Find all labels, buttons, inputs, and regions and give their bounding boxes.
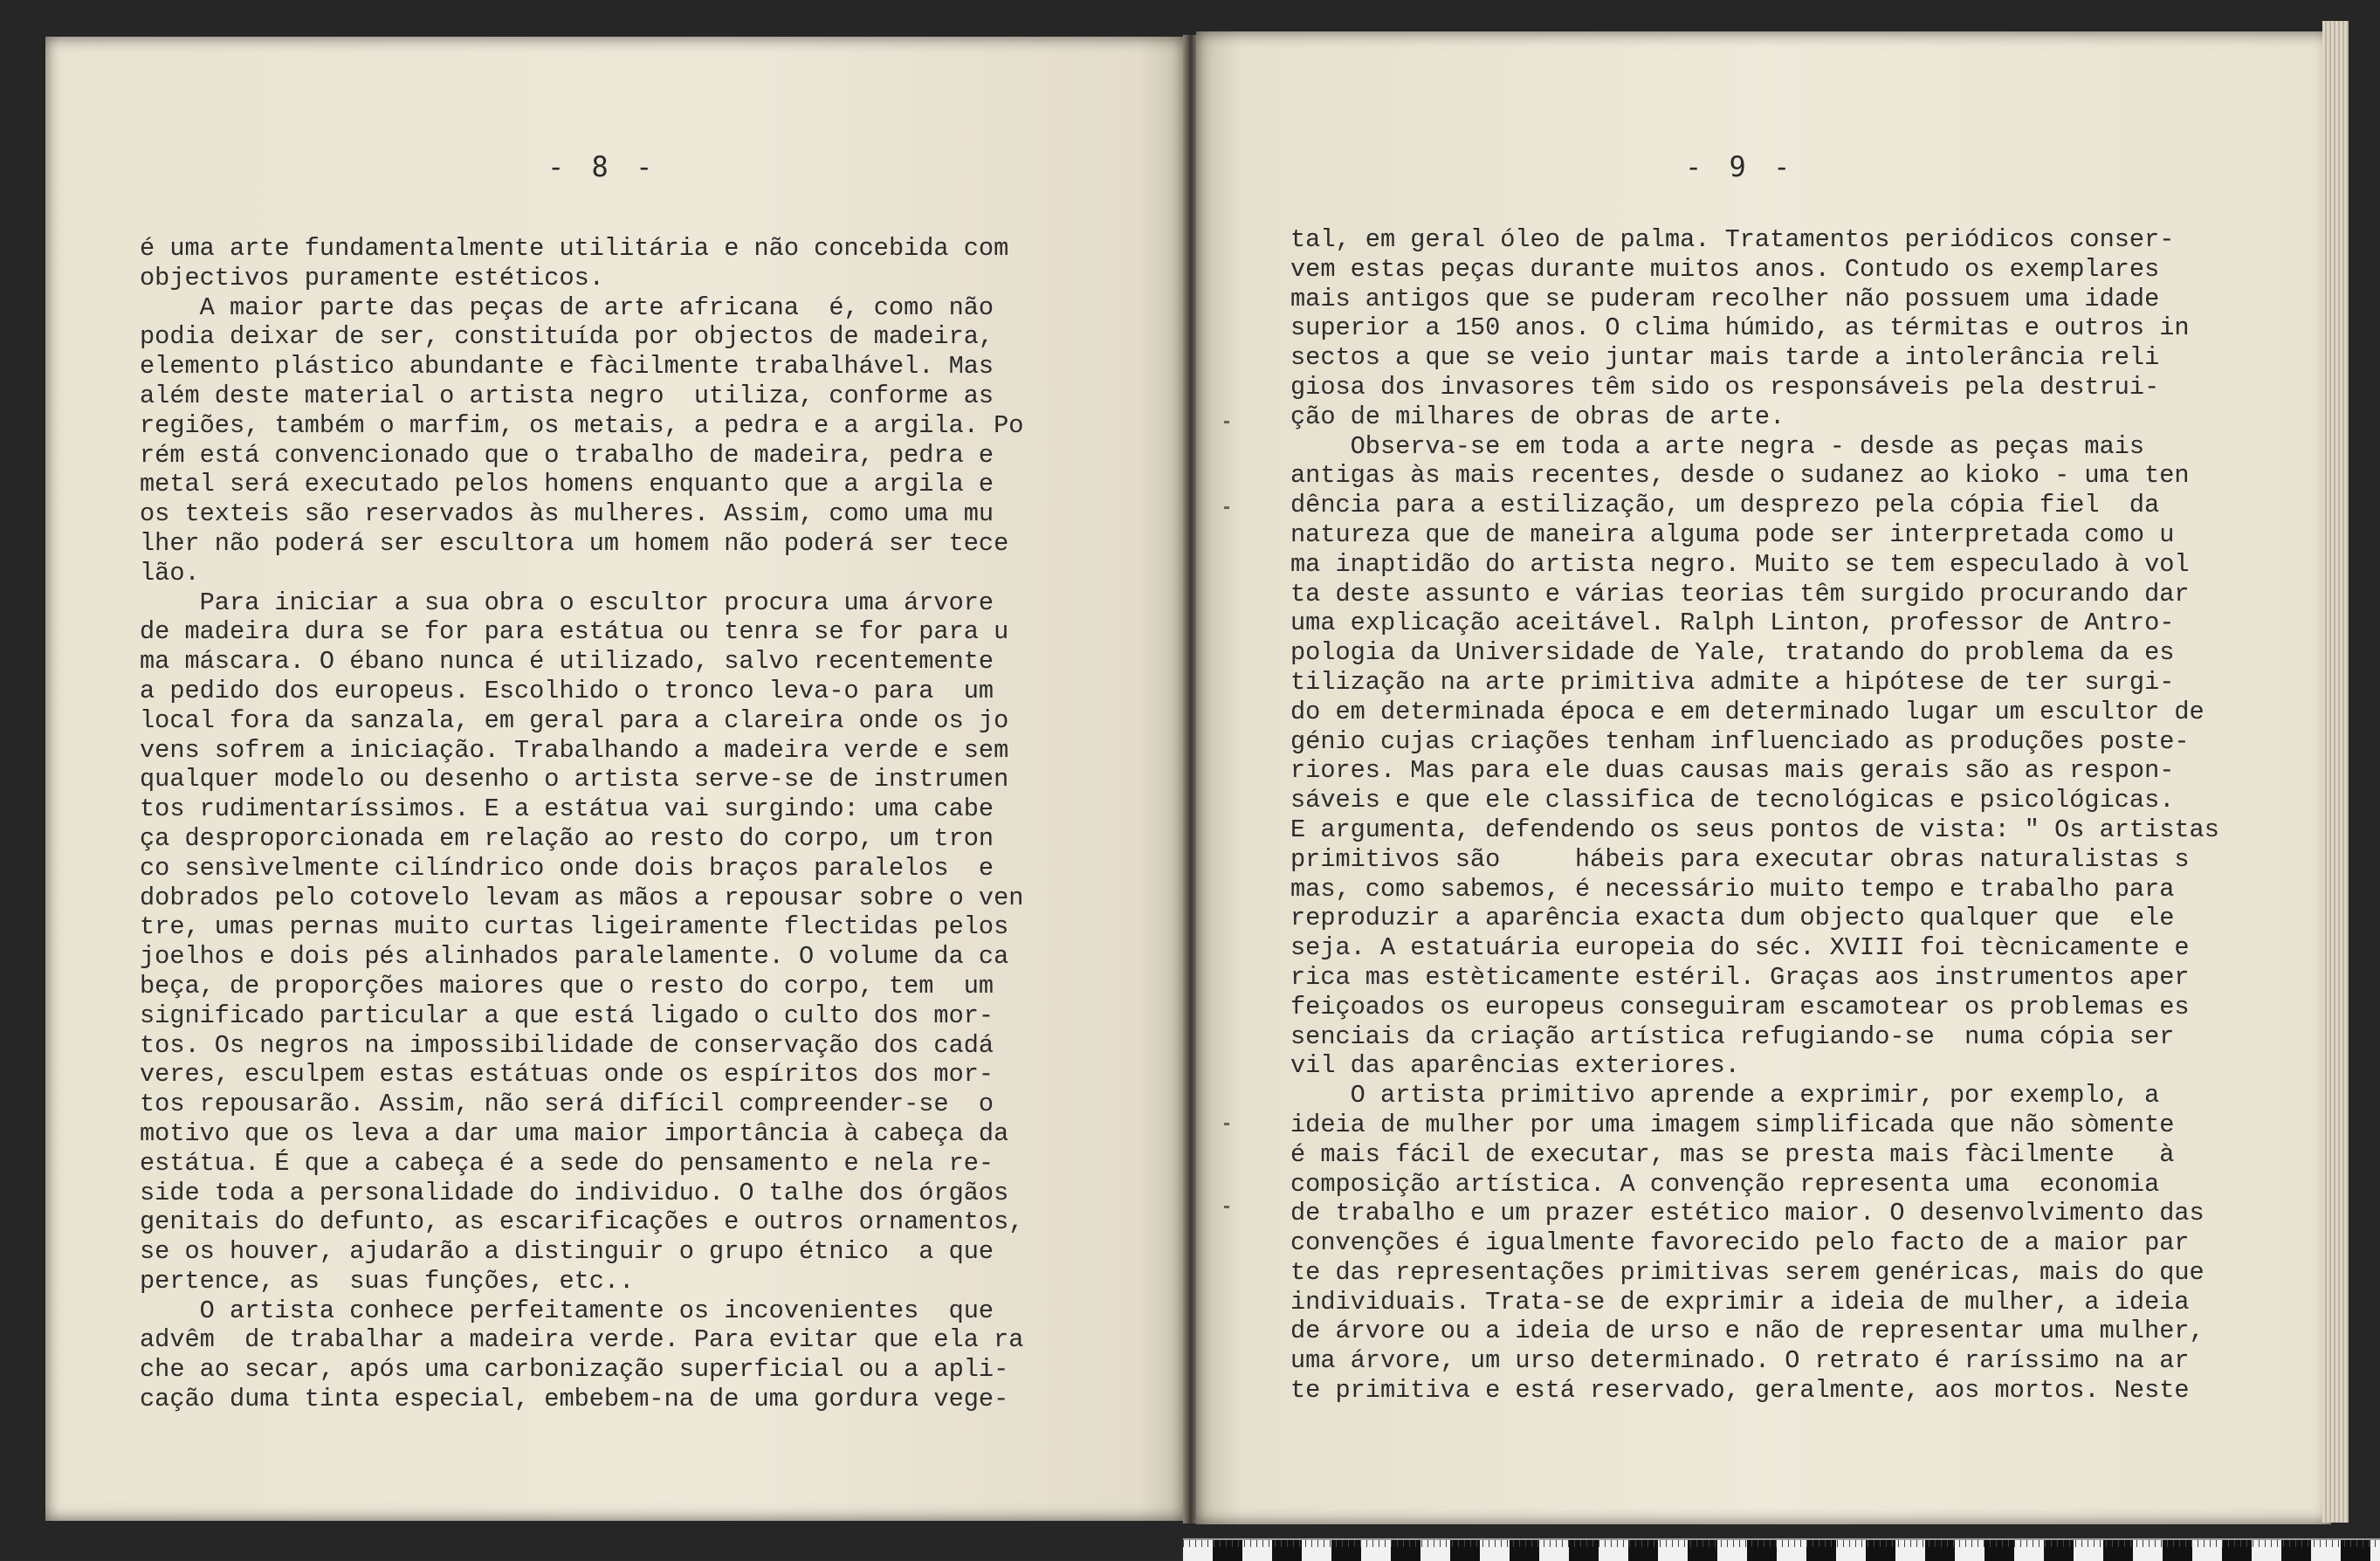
text-line: te das representações primitivas serem genéricas, mais do que [1290,1257,2205,1287]
text-line: é mais fácil de executar, mas se presta mais fàcilmente à [1290,1139,2175,1169]
text-line: E argumenta, defendendo os seus pontos de vista: " Os artistas [1290,815,2219,844]
text-line: tilização na arte primitiva admite a hipótese de ter surgi- [1290,667,2175,697]
text-line: composição artística. A convenção representa uma economia [1290,1169,2160,1199]
text-line: tos. Os negros na impossibilidade de conservação dos cadá [140,1030,994,1060]
text-line: é uma arte fundamentalmente utilitária e não concebida com [140,234,1009,263]
text-line: primitivos são hábeis para executar obras naturalistas s [1290,844,2190,874]
text-line: se os houver, ajudarão a distinguir o grupo étnico a que [140,1237,994,1267]
text-line: de madeira dura se for para estátua ou tenra se for para u [140,617,1009,647]
text-line: side toda a personalidade do individuo. O talhe dos órgãos [140,1178,1009,1207]
text-line: de árvore ou a ideia de urso e não de representar uma mulher, [1290,1317,2205,1346]
text-line: antigas às mais recentes, desde o sudanez ao kioko - uma ten [1290,461,2190,491]
left-page [45,37,1185,1521]
text-line: de trabalho e um prazer estético maior. O desenvolvimento das [1290,1199,2205,1228]
text-line: seja. A estatuária europeia do séc. XVIII foi tècnicamente e [1290,933,2190,963]
right-page [1196,31,2331,1524]
text-line: dobrados pelo cotovelo levam as mãos a repousar sobre o ven [140,883,1024,912]
margin-mark [1224,506,1229,509]
text-line: advêm de trabalhar a madeira verde. Para evitar que ela ra [140,1325,1024,1355]
text-line: natureza que de maneira alguma pode ser interpretada como u [1290,519,2175,549]
text-line: tos rudimentaríssimos. E a estátua vai surgindo: uma cabe [140,794,994,824]
text-line: regiões, também o marfim, os metais, a pedra e a argila. Po [140,410,1024,440]
text-line: vil das aparências exteriores. [1290,1051,1740,1081]
text-line: O artista conhece perfeitamente os incovenientes que [140,1296,994,1325]
text-line: genitais do defunto, as escarificações e outros ornamentos, [140,1207,1024,1237]
margin-mark [1224,1123,1229,1125]
text-line: lão. [140,558,200,588]
text-line: motivo que os leva a dar uma maior importância à cabeça da [140,1118,1009,1148]
text-line: pertence, as suas funções, etc.. [140,1266,635,1296]
text-line: ma máscara. O ébano nunca é utilizado, salvo recentemente [140,647,994,677]
text-line: elemento plástico abundante e fàcilmente trabalhável. Mas [140,352,994,382]
margin-mark [1224,1206,1229,1208]
text-line: rém está convencionado que o trabalho de madeira, pedra e [140,440,994,470]
text-line: do em determinada época e em determinado lugar um escultor de [1290,697,2205,726]
text-line: metal será executado pelos homens enquanto que a argila e [140,470,994,499]
text-line: Para iniciar a sua obra o escultor procura uma árvore [140,588,994,617]
text-line: estátua. É que a cabeça é a sede do pensamento e nela re- [140,1148,994,1178]
text-line: joelhos e dois pés alinhados paralelamente. O volume da ca [140,942,1009,972]
text-line: uma explicação aceitável. Ralph Linton, professor de Antro- [1290,609,2175,638]
text-line: te primitiva e está reservado, geralmente, aos mortos. Neste [1290,1376,2190,1406]
text-line: beça, de proporções maiores que o resto do corpo, tem um [140,971,994,1001]
page-number-left: - 8 - [547,150,658,183]
text-line: co sensìvelmente cilíndrico onde dois braços paralelos e [140,853,994,883]
text-line: vens sofrem a iniciação. Trabalhando a madeira verde e sem [140,735,1009,765]
text-line: podia deixar de ser, constituída por objectos de madeira, [140,322,994,352]
page-stack-edge [2322,21,2349,1523]
text-line: superior a 150 anos. O clima húmido, as térmitas e outros in [1290,313,2190,343]
text-line: A maior parte das peças de arte africana é, como não [140,292,994,322]
page-number-right: - 9 - [1685,150,1796,183]
text-line: génio cujas criações tenham influenciado as produções poste- [1290,726,2190,756]
text-line: sáveis e que ele classifica de tecnológicas e psicológicas. [1290,786,2175,815]
text-line: tos repousarão. Assim, não será difícil compreender-se o [140,1090,994,1119]
text-line: além deste material o artista negro utiliza, conforme as [140,381,994,410]
text-line: qualquer modelo ou desenho o artista serve-se de instrumen [140,765,1009,794]
text-line: mais antigos que se puderam recolher não possuem uma idade [1290,284,2160,313]
text-line: lher não poderá ser escultora um homem não poderá ser tece [140,528,1009,558]
text-line: ção de milhares de obras de arte. [1290,402,1785,431]
text-line: local fora da sanzala, em geral para a clareira onde os jo [140,705,1009,735]
text-line: objectivos puramente estéticos. [140,263,604,292]
text-line: significado particular a que está ligado o culto dos mor- [140,1001,994,1030]
text-line: convenções é igualmente favorecido pelo facto de a maior par [1290,1228,2190,1258]
text-line: uma árvore, um urso determinado. O retrato é raríssimo na ar [1290,1346,2190,1376]
text-line: O artista primitivo aprende a exprimir, por exemplo, a [1290,1081,2160,1111]
text-line: os texteis são reservados às mulheres. Assim, como uma mu [140,499,994,529]
text-line: mas, como sabemos, é necessário muito tempo e trabalho para [1290,874,2175,904]
text-line: pologia da Universidade de Yale, tratando do problema da es [1290,638,2175,668]
scale-ruler [1183,1538,2380,1561]
right-page-text [1290,225,2219,1406]
text-line: tal, em geral óleo de palma. Tratamentos periódicos conser- [1290,225,2175,254]
text-line: a pedido dos europeus. Escolhido o tronco leva-o para um [140,676,994,705]
text-line: senciais da criação artística refugiando-se numa cópia ser [1290,1021,2175,1051]
margin-mark [1224,421,1229,423]
text-line: tre, umas pernas muito curtas ligeiramente flectidas pelos [140,912,1009,942]
left-page-text [140,234,1023,1414]
text-line: dência para a estilização, um desprezo pela cópia fiel da [1290,491,2160,520]
text-line: feiçoados os europeus conseguiram escamotear os problemas es [1290,992,2190,1021]
text-line: che ao secar, após uma carbonização superficial ou a apli- [140,1355,1009,1385]
text-line: reproduzir a aparência exacta dum objecto qualquer que ele [1290,904,2175,933]
text-line: cação duma tinta especial, embebem-na de uma gordura vege- [140,1385,1009,1414]
text-line: veres, esculpem estas estátuas onde os espíritos dos mor- [140,1060,994,1090]
text-line: rica mas estèticamente estéril. Graças aos instrumentos aper [1290,962,2190,992]
text-line: giosa dos invasores têm sido os responsáveis pela destrui- [1290,372,2160,402]
text-line: Observa-se em toda a arte negra - desde as peças mais [1290,431,2145,461]
text-line: ideia de mulher por uma imagem simplificada que não sòmente [1290,1110,2175,1139]
text-line: ta deste assunto e várias teorias têm surgido procurando dar [1290,579,2190,609]
text-line: sectos a que se veio juntar mais tarde a intolerância reli [1290,343,2160,373]
text-line: riores. Mas para ele duas causas mais gerais são as respon- [1290,756,2175,786]
text-line: individuais. Trata-se de exprimir a ideia de mulher, a ideia [1290,1287,2190,1317]
text-line: ça desproporcionada em relação ao resto do corpo, um tron [140,823,994,853]
text-line: vem estas peças durante muitos anos. Contudo os exemplares [1290,254,2160,284]
text-line: ma inaptidão do artista negro. Muito se tem especulado à vol [1290,549,2190,579]
